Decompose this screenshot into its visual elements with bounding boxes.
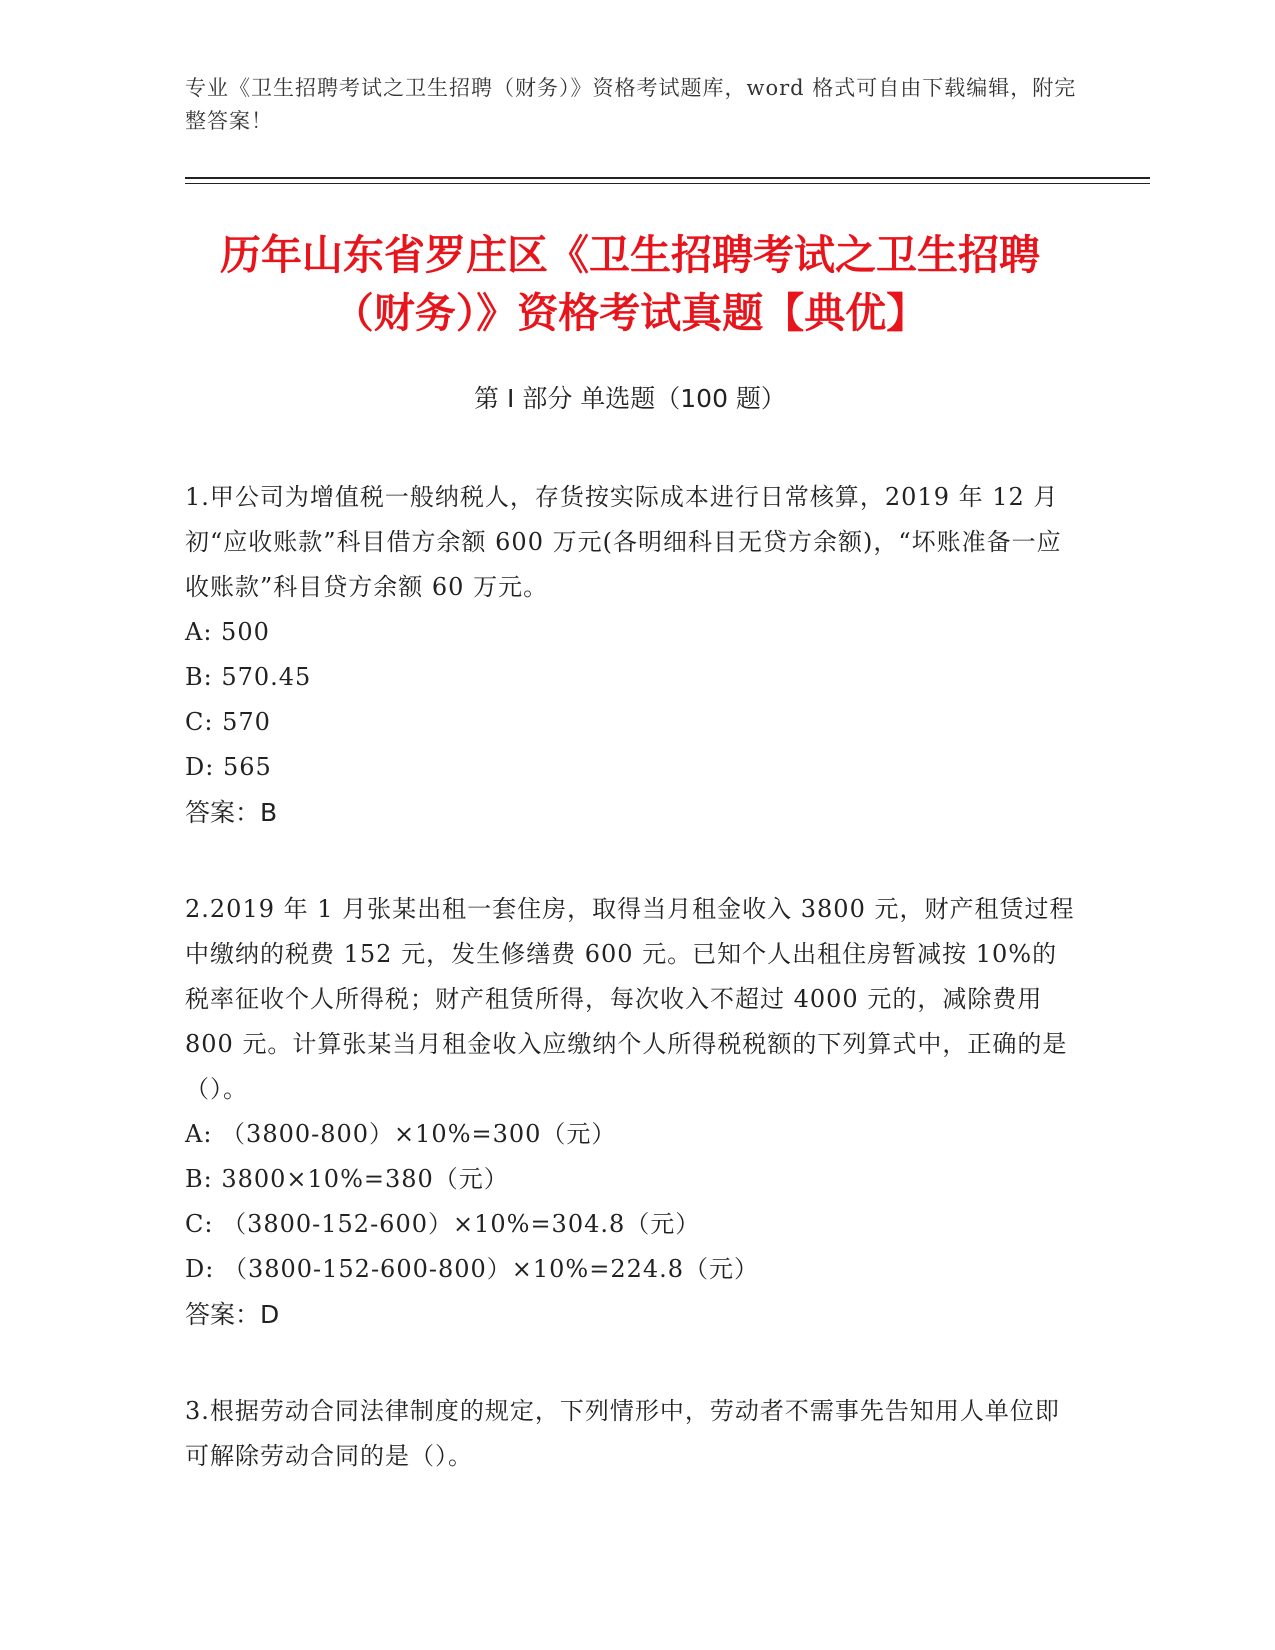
header-note: 专业《卫生招聘考试之卫生招聘（财务）》资格考试题库，word 格式可自由下载编辑，附完整答案！: [185, 76, 1077, 133]
option-c: C: 570: [185, 708, 271, 736]
option-b: B: 3800×10%=380（元）: [185, 1165, 509, 1193]
question-3: [185, 1389, 1075, 1479]
option-a: A: （3800-800）×10%=300（元）: [185, 1120, 617, 1148]
option-a: A: 500: [185, 618, 270, 646]
question-2: [185, 887, 1075, 1337]
question-1: [185, 475, 1075, 835]
header-rule-thick: [185, 177, 1150, 179]
option-d: D: （3800-152-600-800）×10%=224.8（元）: [185, 1255, 760, 1283]
question-stem: 3.根据劳动合同法律制度的规定，下列情形中，劳动者不需事先告知用人单位即可解除劳动合同的是（）。: [185, 1397, 1060, 1470]
option-d: D: 565: [185, 753, 272, 781]
document-title: 历年山东省罗庄区《卫生招聘考试之卫生招聘（财务）》资格考试真题【典优】: [220, 231, 1040, 337]
header-rule-thin: [185, 183, 1150, 184]
section-heading: 第 I 部分 单选题（100 题）: [474, 384, 786, 413]
question-stem: 1.甲公司为增值税一般纳税人，存货按实际成本进行日常核算，2019 年 12 月初“应收账款”科目借方余额 600 万元(各明细科目无贷方余额)，“坏账准备一应收账款”科目贷方余额 60 万元。: [185, 483, 1062, 601]
question-stem: 2.2019 年 1 月张某出租一套住房，取得当月租金收入 3800 元，财产租赁过程中缴纳的税费 152 元，发生修缮费 600 元。已知个人出租住房暂减按 10%的税率征收个人所得税；财产租赁所得，每次收入不超过 4000 元的，减除费用 800 元。计算张某当月租金收入应缴纳个人所得税税额的下列算式中，正确的是（）。: [185, 895, 1075, 1103]
answer-line: 答案：B: [185, 798, 278, 827]
question-list: [185, 475, 1075, 1531]
option-b: B: 570.45: [185, 663, 312, 691]
option-c: C: （3800-152-600）×10%=304.8（元）: [185, 1210, 701, 1238]
answer-line: 答案：D: [185, 1300, 280, 1329]
